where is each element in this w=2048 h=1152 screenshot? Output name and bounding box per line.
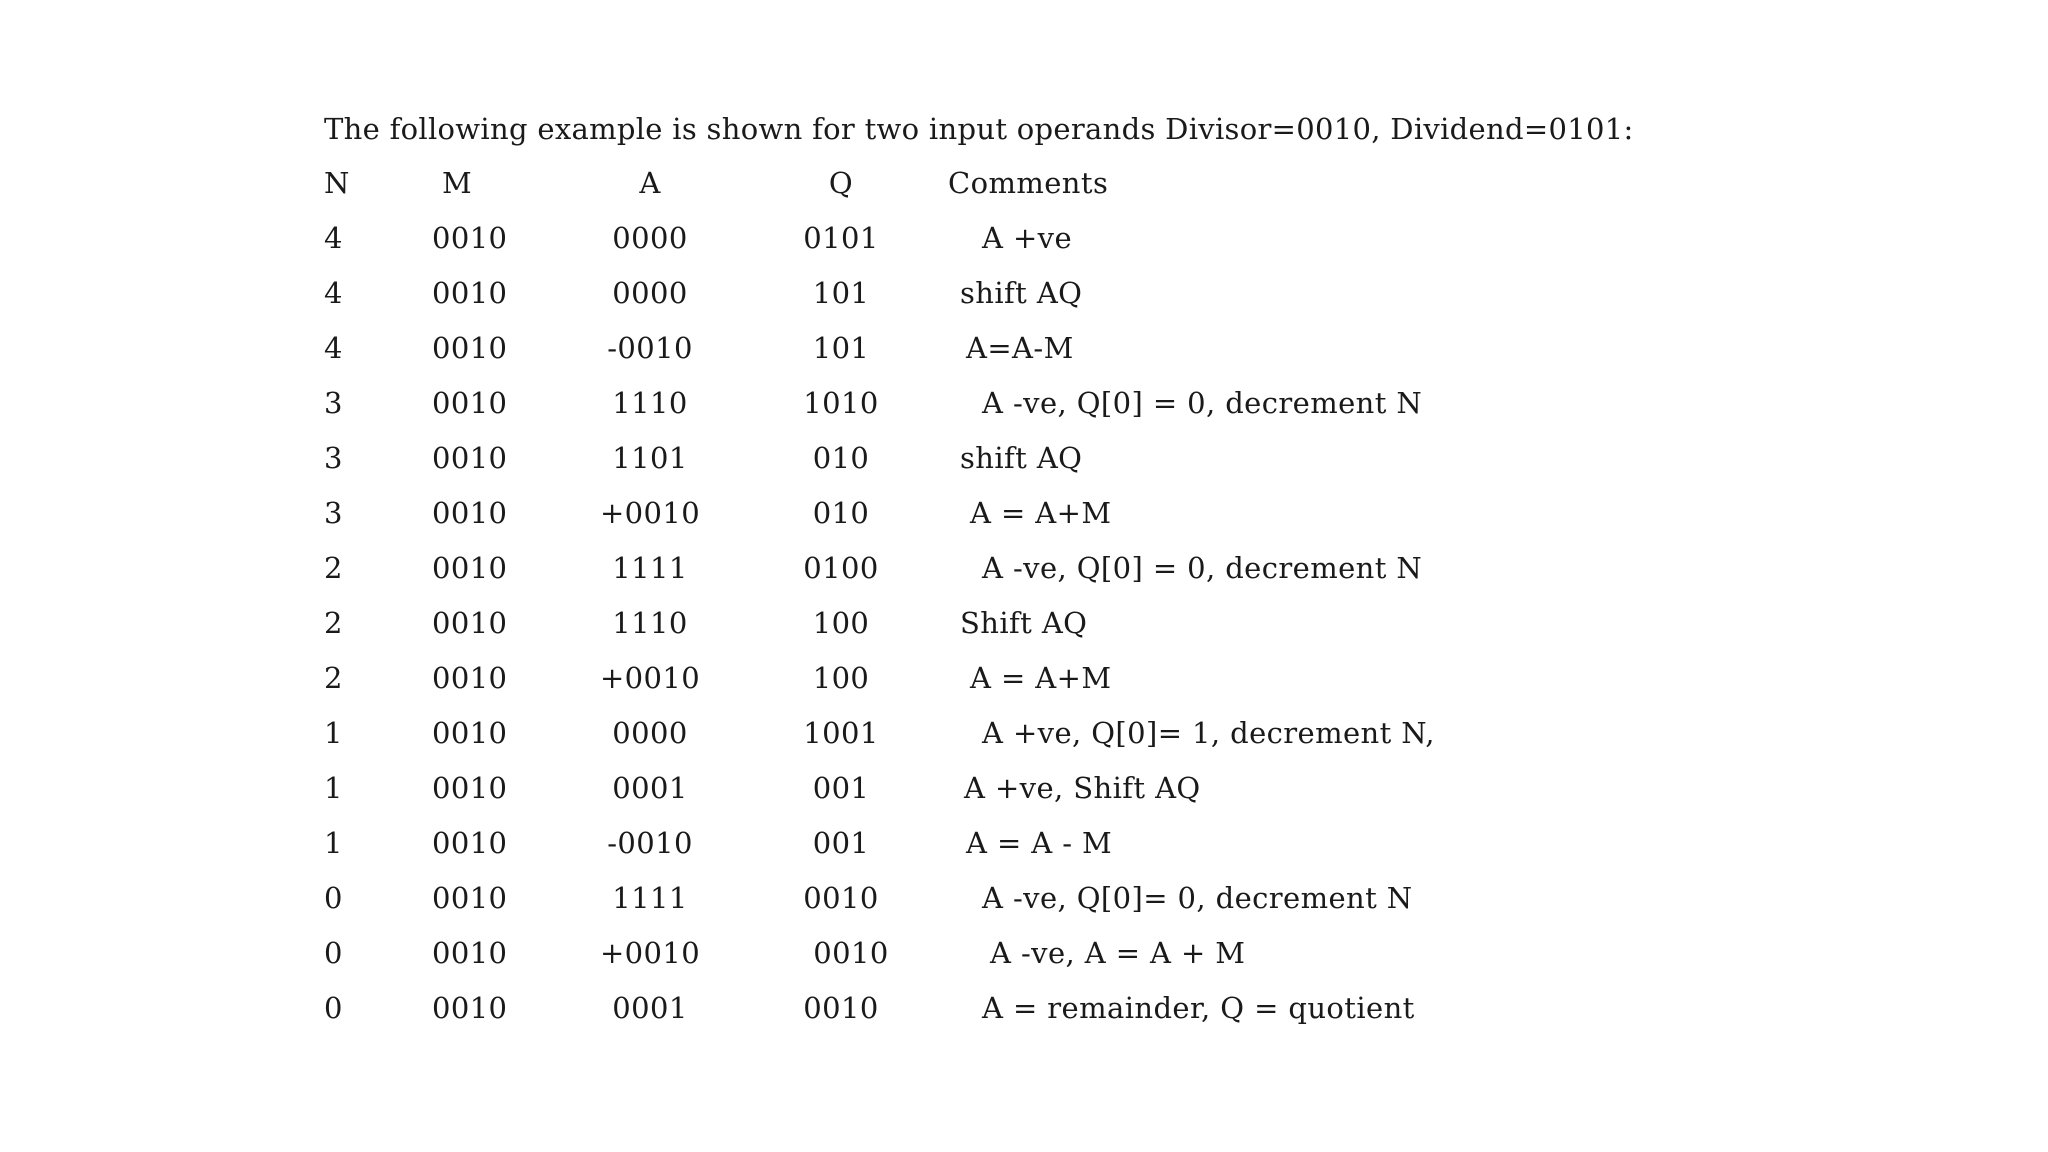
cell-n: 2 xyxy=(324,661,343,695)
header-comments: Comments xyxy=(948,166,1109,200)
header-a: A xyxy=(639,166,661,200)
cell-comment: A +ve, Q[0]= 1, decrement N, xyxy=(982,716,1435,750)
cell-a: +0010 xyxy=(599,496,701,530)
cell-q: 0010 xyxy=(803,881,879,915)
cell-n: 1 xyxy=(324,826,343,860)
table-row xyxy=(0,991,2048,1041)
cell-m: 0010 xyxy=(432,221,508,255)
cell-n: 1 xyxy=(324,716,343,750)
table-row xyxy=(0,331,2048,381)
cell-n: 0 xyxy=(324,991,343,1025)
cell-m: 0010 xyxy=(432,991,508,1025)
cell-a: +0010 xyxy=(599,661,701,695)
cell-m: 0010 xyxy=(432,331,508,365)
table-row xyxy=(0,496,2048,546)
cell-m: 0010 xyxy=(432,386,508,420)
cell-n: 2 xyxy=(324,606,343,640)
cell-m: 0010 xyxy=(432,826,508,860)
cell-q: 0101 xyxy=(803,221,879,255)
cell-comment: A = remainder, Q = quotient xyxy=(982,991,1415,1025)
cell-q: 0010 xyxy=(813,936,889,970)
cell-n: 3 xyxy=(324,496,343,530)
intro-text: The following example is shown for two input operands Divisor=0010, Dividend=0101: xyxy=(324,112,1634,146)
cell-q: 1010 xyxy=(803,386,879,420)
cell-a: -0010 xyxy=(607,331,693,365)
cell-q: 0100 xyxy=(803,551,879,585)
table-row xyxy=(0,386,2048,436)
cell-a: 0000 xyxy=(612,221,688,255)
table-row xyxy=(0,826,2048,876)
cell-a: 0001 xyxy=(612,771,688,805)
cell-q: 100 xyxy=(812,606,870,640)
cell-m: 0010 xyxy=(432,771,508,805)
header-q: Q xyxy=(828,166,854,200)
cell-a: 0000 xyxy=(612,276,688,310)
cell-comment: shift AQ xyxy=(960,441,1083,475)
cell-n: 4 xyxy=(324,331,343,365)
table-row xyxy=(0,771,2048,821)
cell-a: -0010 xyxy=(607,826,693,860)
table-row xyxy=(0,936,2048,986)
cell-n: 3 xyxy=(324,386,343,420)
cell-n: 4 xyxy=(324,221,343,255)
cell-q: 001 xyxy=(812,826,870,860)
cell-q: 1001 xyxy=(803,716,879,750)
cell-a: 1101 xyxy=(612,441,688,475)
cell-comment: A -ve, Q[0] = 0, decrement N xyxy=(982,551,1423,585)
cell-comment: A=A-M xyxy=(966,331,1074,365)
cell-q: 0010 xyxy=(803,991,879,1025)
cell-comment: A -ve, A = A + M xyxy=(990,936,1246,970)
table-row xyxy=(0,276,2048,326)
cell-q: 100 xyxy=(812,661,870,695)
cell-a: 0001 xyxy=(612,991,688,1025)
cell-m: 0010 xyxy=(432,881,508,915)
cell-comment: A +ve xyxy=(982,221,1073,255)
cell-n: 0 xyxy=(324,881,343,915)
cell-q: 101 xyxy=(812,331,870,365)
cell-m: 0010 xyxy=(432,716,508,750)
cell-a: 1111 xyxy=(612,551,688,585)
cell-m: 0010 xyxy=(432,441,508,475)
cell-m: 0010 xyxy=(432,936,508,970)
cell-m: 0010 xyxy=(432,606,508,640)
table-header xyxy=(0,166,2048,216)
cell-comment: A = A+M xyxy=(970,496,1112,530)
cell-comment: shift AQ xyxy=(960,276,1083,310)
cell-a: 0000 xyxy=(612,716,688,750)
table-row xyxy=(0,221,2048,271)
table-row xyxy=(0,551,2048,601)
table-row xyxy=(0,661,2048,711)
cell-q: 101 xyxy=(812,276,870,310)
cell-m: 0010 xyxy=(432,276,508,310)
cell-m: 0010 xyxy=(432,551,508,585)
cell-comment: A -ve, Q[0]= 0, decrement N xyxy=(982,881,1413,915)
cell-comment: A -ve, Q[0] = 0, decrement N xyxy=(982,386,1423,420)
cell-comment: A +ve, Shift AQ xyxy=(964,771,1201,805)
cell-n: 3 xyxy=(324,441,343,475)
cell-a: 1110 xyxy=(612,606,688,640)
table-row xyxy=(0,606,2048,656)
cell-a: 1110 xyxy=(612,386,688,420)
cell-q: 010 xyxy=(812,496,870,530)
header-n: N xyxy=(324,166,350,200)
cell-comment: A = A - M xyxy=(966,826,1113,860)
table-row xyxy=(0,441,2048,491)
cell-a: +0010 xyxy=(599,936,701,970)
cell-n: 0 xyxy=(324,936,343,970)
cell-q: 001 xyxy=(812,771,870,805)
cell-q: 010 xyxy=(812,441,870,475)
cell-a: 1111 xyxy=(612,881,688,915)
cell-m: 0010 xyxy=(432,661,508,695)
cell-n: 2 xyxy=(324,551,343,585)
cell-comment: A = A+M xyxy=(970,661,1112,695)
table-row xyxy=(0,716,2048,766)
header-m: M xyxy=(442,166,473,200)
cell-n: 1 xyxy=(324,771,343,805)
cell-comment: Shift AQ xyxy=(960,606,1088,640)
cell-n: 4 xyxy=(324,276,343,310)
table-row xyxy=(0,881,2048,931)
cell-m: 0010 xyxy=(432,496,508,530)
